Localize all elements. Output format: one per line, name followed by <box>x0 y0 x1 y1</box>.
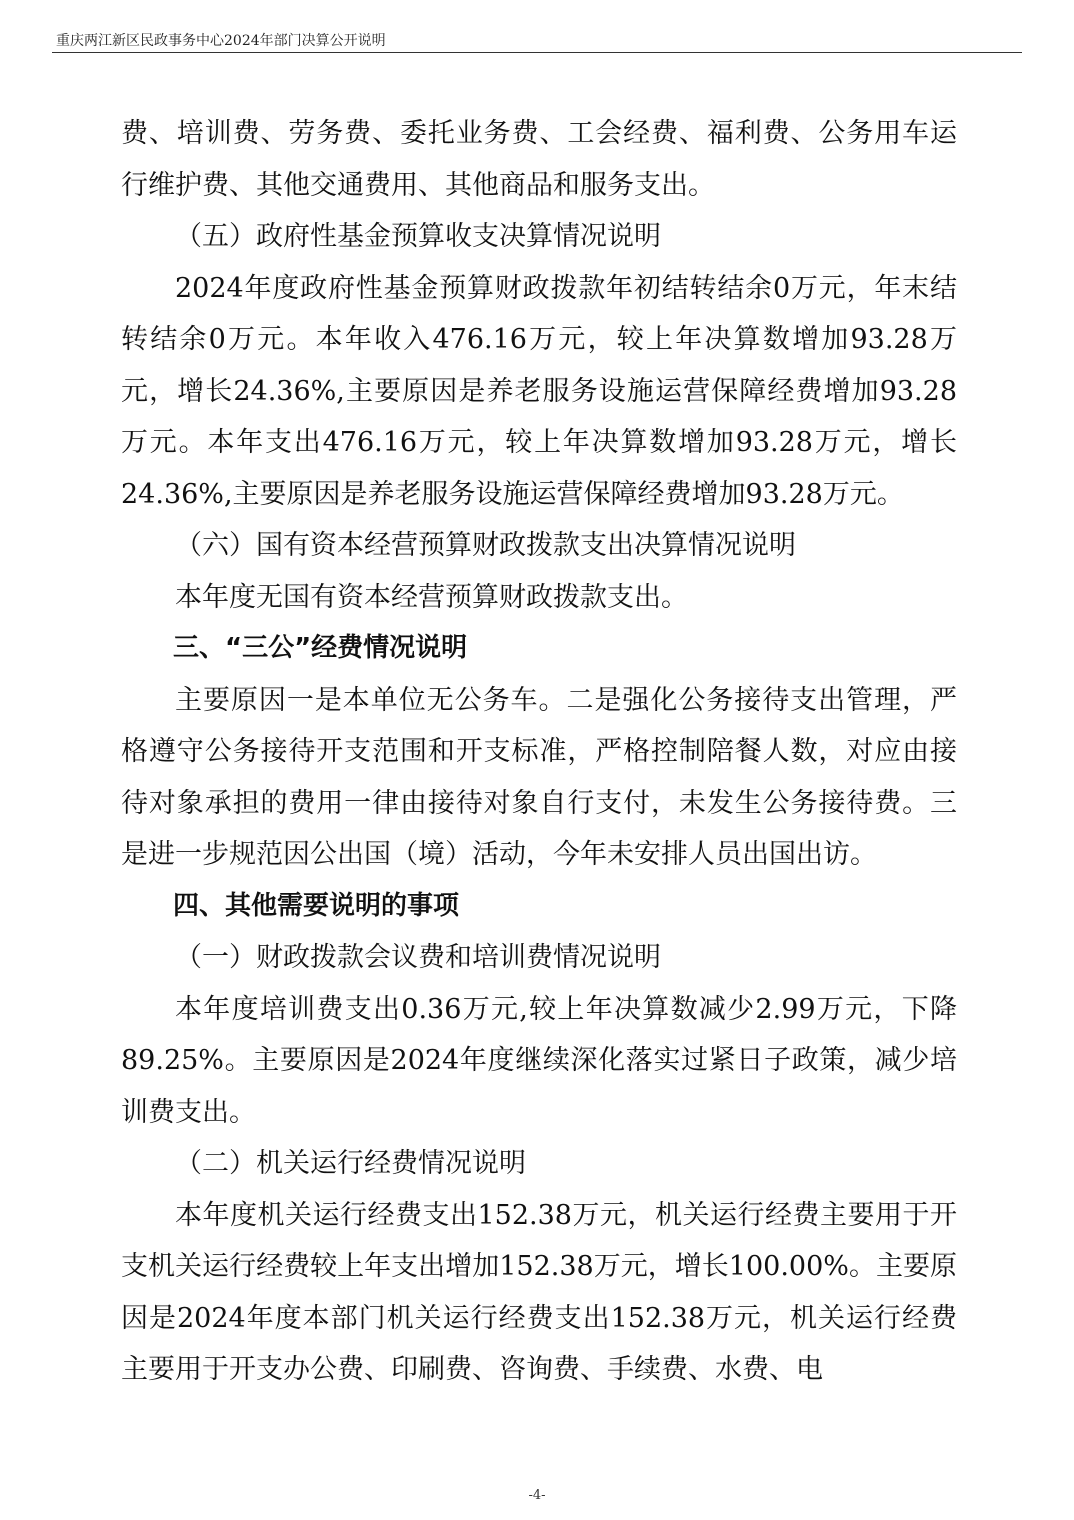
page-number: -4- <box>528 1488 546 1503</box>
subsection-heading-1: （一）财政拨款会议费和培训费情况说明 <box>175 942 661 973</box>
subsection-heading-2: （二）机关运行经费情况说明 <box>175 1148 526 1179</box>
section-heading-4: 四、其他需要说明的事项 <box>173 890 460 921</box>
section-heading-3: 三、“三公”经费情况说明 <box>173 633 468 663</box>
subsection-heading-6: （六）国有资本经营预算财政拨款支出决算情况说明 <box>175 530 796 561</box>
paragraph-continued: 费、培训费、劳务费、委托业务费、工会经费、福利费、公务用车运行维护费、其他交通费用、其他商品和服务支出。 <box>121 118 957 201</box>
paragraph-state-capital: 本年度无国有资本经营预算财政拨款支出。 <box>175 581 688 613</box>
header-divider <box>52 52 1022 53</box>
page-header: 重庆两江新区民政事务中心2024年部门决算公开说明 <box>56 33 386 49</box>
paragraph-operating-funds: 本年度机关运行经费支出152.38万元，机关运行经费主要用于开支机关运行经费较上年支出增加152.38万元，增长100.00%。主要原因是2024年度本部门机关运行经费支出152.38万元，机关运行经费主要用于开支办公费、印刷费、咨询费、手续费、水费、电 <box>121 1199 957 1385</box>
subsection-heading-5: （五）政府性基金预算收支决算情况说明 <box>175 221 661 252</box>
paragraph-fund-budget: 2024年度政府性基金预算财政拨款年初结转结余0万元，年末结转结余0万元。本年收入476.16万元，较上年决算数增加93.28万元，增长24.36%,主要原因是养老服务设施运营保障经费增加93.28万元。本年支出476.16万元，较上年决算数增加93.28万元，增长24.36%,主要原因是养老服务设施运营保障经费增加93.28万元。 <box>121 272 957 510</box>
document-body <box>121 108 957 1396</box>
paragraph-training: 本年度培训费支出0.36万元,较上年决算数减少2.99万元，下降89.25%。主要原因是2024年度继续深化落实过紧日子政策，减少培训费支出。 <box>121 993 957 1128</box>
paragraph-three-public: 主要原因一是本单位无公务车。二是强化公务接待支出管理，严格遵守公务接待开支范围和开支标准，严格控制陪餐人数，对应由接待对象承担的费用一律由接待对象自行支付，未发生公务接待费。三是进一步规范因公出国（境）活动，今年未安排人员出国出访。 <box>121 684 957 870</box>
